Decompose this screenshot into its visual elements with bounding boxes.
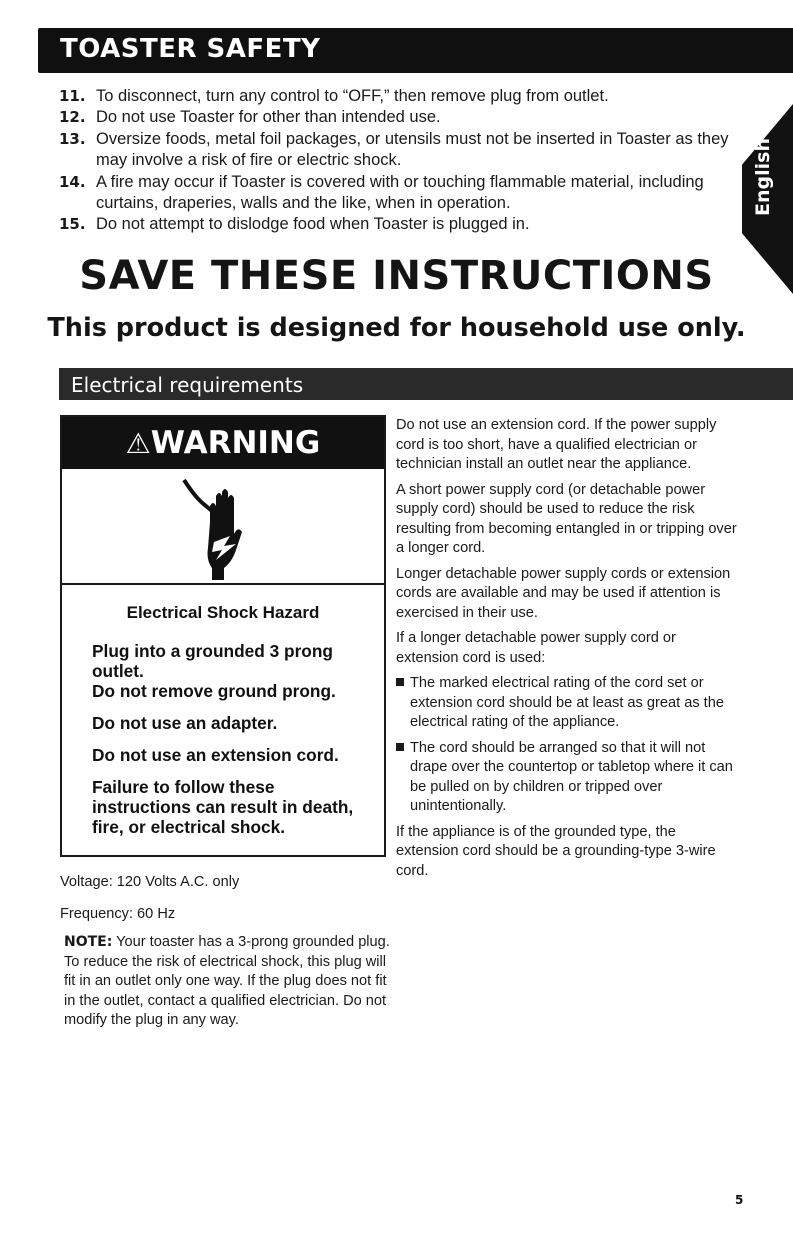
warning-title — [60, 425, 386, 461]
item-text: Do not attempt to dislodge food when Toaster is plugged in. — [96, 215, 530, 234]
paragraph: Do not use an extension cord. If the power supply cord is too short, have a qualified electrician or technician install an outlet near the appliance. — [396, 417, 717, 472]
list-item — [59, 129, 736, 172]
electric-shock-hand-icon — [176, 476, 266, 580]
list-item — [59, 214, 736, 235]
page-number: 5 — [735, 1193, 744, 1207]
note-paragraph — [64, 933, 390, 1031]
list-item — [59, 172, 736, 215]
item-number: 11. — [59, 87, 86, 105]
safety-list — [59, 86, 736, 236]
list-item — [59, 107, 736, 128]
bullet-item — [396, 674, 741, 733]
page-title: TOASTER SAFETY — [60, 34, 321, 64]
item-text: A fire may occur if Toaster is covered with or touching flammable material, including curtains, draperies, walls and the like, when in operation. — [96, 172, 704, 213]
warning-divider — [62, 583, 384, 585]
item-text: To disconnect, turn any control to “OFF,” then remove plug from outlet. — [96, 87, 609, 105]
note-label: NOTE: — [64, 934, 113, 950]
section-title: Electrical requirements — [71, 373, 304, 397]
list-item — [59, 86, 736, 107]
household-use-note: This product is designed for household use only. — [47, 313, 746, 343]
warning-line: Do not use an adapter. — [92, 713, 278, 733]
item-text: Oversize foods, metal foil packages, or utensils must not be inserted in Toaster as they may involve a risk of fire or electric shock. — [96, 129, 729, 170]
bullet-square-icon — [396, 678, 404, 686]
paragraph: A short power supply cord (or detachable power supply cord) should be used to reduce the risk resulting from becoming entangled in or tripping over a longer cord. — [396, 481, 737, 556]
note-text: Your toaster has a 3-prong grounded plug. To reduce the risk of electrical shock, this plug will fit in an outlet only one way. If the plug does not fit in the outlet, contact a qualified electrician. Do not modify the plug in any way. — [64, 934, 390, 1028]
paragraph: If a longer detachable power supply cord or extension cord is used: — [396, 630, 676, 666]
item-number: 12. — [59, 108, 86, 127]
language-tab-label: English — [752, 138, 774, 216]
warning-triangle-icon: ⚠ — [125, 427, 151, 460]
hazard-label: Electrical Shock Hazard — [126, 603, 320, 622]
warning-line: Do not remove ground prong. — [92, 681, 336, 701]
item-text: Do not use Toaster for other than intended use. — [96, 108, 441, 127]
paragraph: If the appliance is of the grounded type, the extension cord should be a grounding-type 3-wire cord. — [396, 823, 716, 879]
item-number: 15. — [59, 215, 86, 234]
warning-line: Do not use an extension cord. — [92, 745, 339, 765]
bullet-text: The marked electrical rating of the cord set or extension cord should be at least as great as the electrical rating of the appliance. — [410, 675, 724, 730]
warning-line: Plug into a grounded 3 prong outlet. — [92, 641, 333, 681]
bullet-square-icon — [396, 743, 404, 751]
paragraph: Longer detachable power supply cords or extension cords are available and may be used if attention is exercised in their use. — [396, 565, 731, 621]
item-number: 13. — [59, 129, 86, 148]
save-instructions-heading: SAVE THESE INSTRUCTIONS — [79, 253, 714, 299]
warning-line: Failure to follow these instructions can result in death, fire, or electrical shock. — [92, 777, 354, 837]
warning-title-text: WARNING — [150, 425, 321, 461]
bullet-item — [396, 739, 741, 817]
bullet-text: The cord should be arranged so that it will not drape over the countertop or tabletop where it can be pulled on by children or tripped over unintentionally. — [410, 739, 733, 814]
frequency-text: Frequency: 60 Hz — [60, 906, 176, 922]
voltage-text: Voltage: 120 Volts A.C. only — [60, 874, 240, 890]
right-column — [396, 416, 741, 887]
item-number: 14. — [59, 172, 86, 191]
